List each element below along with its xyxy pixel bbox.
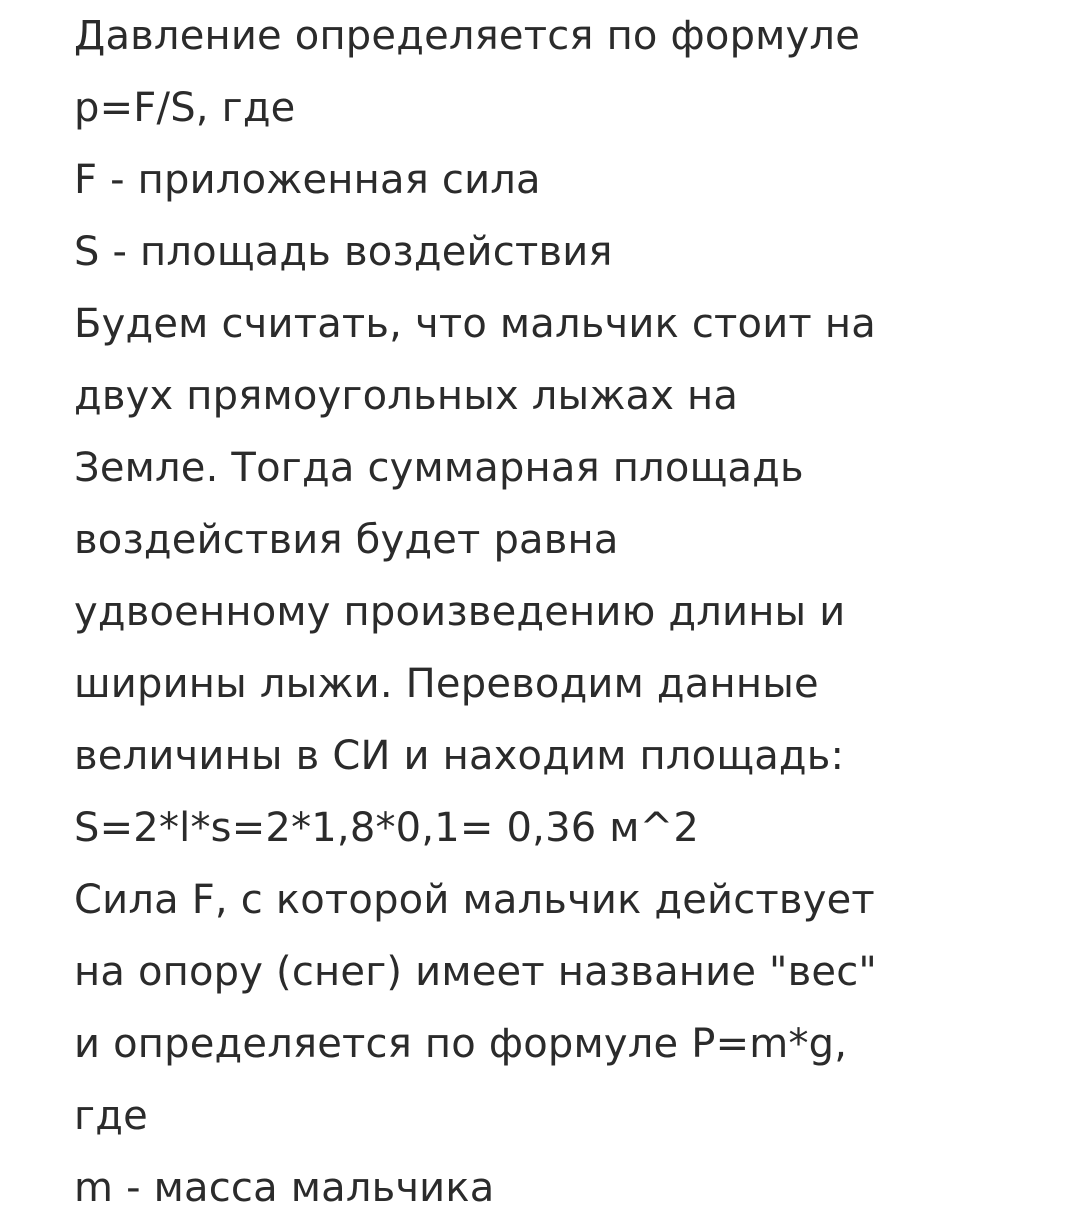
text-line: m - масса мальчика <box>74 1165 495 1211</box>
text-line: S=2*l*s=2*1,8*0,1= 0,36 м^2 <box>74 805 700 851</box>
text-line: Сила F, с которой мальчик действует <box>74 877 875 923</box>
text-line: Давление определяется по формуле <box>74 13 861 59</box>
text-line: где <box>74 1093 148 1139</box>
text-line: удвоенному произведению длины и <box>74 589 846 635</box>
text-line: F - приложенная сила <box>74 157 541 203</box>
text-line: Земле. Тогда суммарная площадь <box>74 445 804 491</box>
text-line: S - площадь воздействия <box>74 229 613 275</box>
text-line: Будем считать, что мальчик стоит на <box>74 301 876 347</box>
text-line: величины в СИ и находим площадь: <box>74 733 845 779</box>
text-line: и определяется по формуле P=m*g, <box>74 1021 848 1067</box>
text-line: двух прямоугольных лыжах на <box>74 373 739 419</box>
text-line: ширины лыжи. Переводим данные <box>74 661 819 707</box>
text-line: воздействия будет равна <box>74 517 619 563</box>
text-line: p=F/S, где <box>74 85 296 131</box>
text-line: на опору (снег) имеет название "вес" <box>74 949 878 995</box>
